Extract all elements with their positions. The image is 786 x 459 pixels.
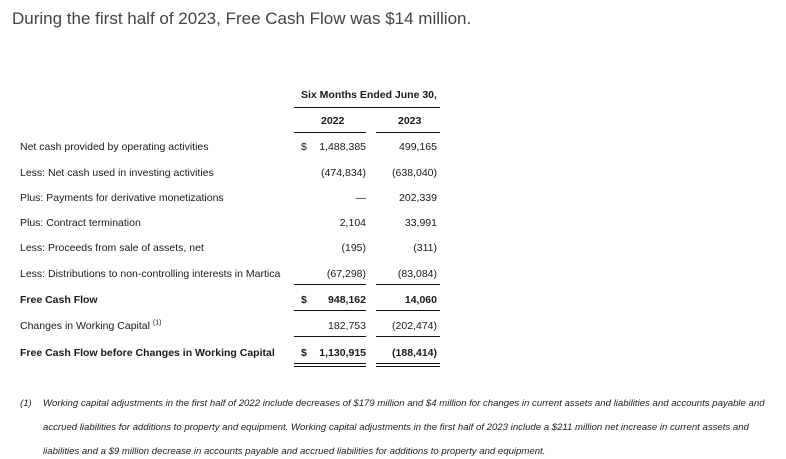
- row-label-free-cash-flow: Free Cash Flow: [20, 294, 98, 306]
- row-label-distributions-martica: Less: Distributions to non-controlling interests in Martica: [20, 268, 281, 280]
- value-2022-free-cash-flow: 948,162: [328, 294, 366, 306]
- row-label-contract-termination: Plus: Contract termination: [20, 217, 141, 229]
- value-2022-distributions-martica: (67,298): [326, 268, 366, 280]
- column-header-2022: 2022: [321, 115, 345, 127]
- double-rule-b-2023: [376, 366, 440, 367]
- value-2023-derivative-monetizations: 202,339: [399, 192, 437, 204]
- footnote-number: (1): [20, 398, 32, 409]
- footnote-reference: (1): [152, 319, 162, 327]
- value-2022-operating-activities: 1,488,385: [319, 141, 366, 153]
- total-rule-2023: [376, 310, 440, 311]
- value-2023-free-cash-flow: 14,060: [404, 294, 437, 306]
- currency-symbol: $: [301, 294, 307, 306]
- value-2023-contract-termination: 33,991: [404, 217, 437, 229]
- currency-symbol: $: [301, 347, 307, 359]
- row-label-investing-activities: Less: Net cash used in investing activities: [20, 167, 214, 179]
- currency-symbol: $: [301, 141, 307, 153]
- value-2022-contract-termination: 2,104: [339, 217, 366, 229]
- period-header: Six Months Ended June 30,: [301, 89, 437, 101]
- row-label-derivative-monetizations: Plus: Payments for derivative monetizations: [20, 192, 224, 204]
- double-rule-a-2022: [294, 363, 366, 364]
- value-2022-sale-of-assets: (195): [341, 242, 366, 254]
- final-rule-top-2022: [294, 336, 366, 337]
- column-2022-underline: [294, 132, 366, 133]
- row-label-working-capital: [20, 320, 161, 332]
- column-2023-underline: [376, 132, 440, 133]
- row-label-operating-activities: Net cash provided by operating activities: [20, 141, 209, 153]
- value-2022-fcf-before-working-capital: 1,130,915: [319, 347, 366, 359]
- value-2022-derivative-monetizations: —: [355, 192, 366, 204]
- final-rule-top-2023: [376, 336, 440, 337]
- header-underline: [294, 107, 440, 108]
- value-2023-sale-of-assets: (311): [413, 242, 437, 254]
- value-2022-investing-activities: (474,834): [321, 167, 366, 179]
- row-label-fcf-before-working-capital: Free Cash Flow before Changes in Working Capital: [20, 347, 275, 359]
- value-2023-distributions-martica: (83,084): [397, 268, 437, 280]
- row-label-sale-of-assets: Less: Proceeds from sale of assets, net: [20, 242, 204, 254]
- value-2023-investing-activities: (638,040): [392, 167, 437, 179]
- double-rule-b-2022: [294, 366, 366, 367]
- column-header-2023: 2023: [398, 115, 422, 127]
- value-2022-working-capital: 182,753: [328, 320, 366, 332]
- subtotal-rule-2023: [376, 284, 440, 285]
- working-capital-label: Changes in Working Capital: [20, 320, 150, 332]
- footnote-text: Working capital adjustments in the first half of 2022 include decreases of $179 million and $4 million for changes in current assets and liabilities and accounts payable and accrued liabilities for additions to property and equipment. Working capital adjustments in the first half of 2023 include a $211 million net increase in current assets and liabilities and a $9 million decrease in accounts payable and accrued liabilities for additions to property and equipment.: [43, 398, 765, 457]
- value-2023-fcf-before-working-capital: (188,414): [392, 347, 437, 359]
- footnote: [20, 392, 780, 459]
- value-2023-working-capital: (202,474): [392, 320, 437, 332]
- total-rule-2022: [294, 310, 366, 311]
- double-rule-a-2023: [376, 363, 440, 364]
- subtotal-rule-2022: [294, 284, 366, 285]
- page-headline: During the first half of 2023, Free Cash Flow was $14 million.: [12, 9, 472, 28]
- value-2023-operating-activities: 499,165: [399, 141, 437, 153]
